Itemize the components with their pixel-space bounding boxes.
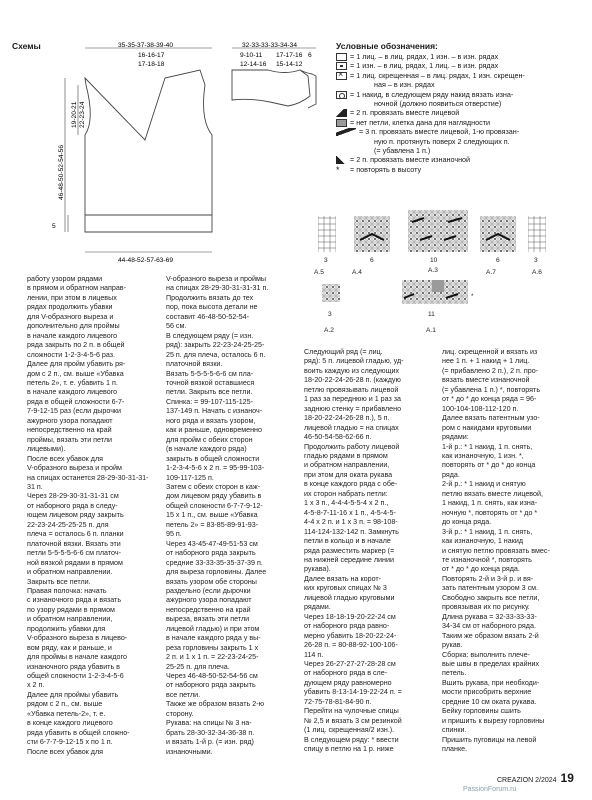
dim-top-left-sub1: 16-16-17 (138, 52, 165, 59)
text-line: от наборного ряда закрыть (166, 681, 256, 690)
text-line: рядами. (304, 603, 331, 612)
text-line: ряда разместить маркер (= (304, 546, 395, 555)
text-line: ряда закрыть по 2 п. в общей (27, 341, 125, 350)
text-column-4 (442, 348, 582, 754)
text-line: ких круговых спицах № 3 (304, 584, 387, 593)
text-line: (1 лиц. скрещенная/2 изн.). (304, 726, 395, 735)
chart-a2-width: 3 (328, 311, 332, 318)
text-line: вязать вместе изнаночной (442, 376, 530, 385)
text-line: в начале каждого ряда у вы- (166, 634, 261, 643)
text-line: (= прибавлено 2 п.), 2 п. про- (442, 366, 539, 375)
text-line: и пришить к вырезу горловины (442, 716, 545, 725)
text-line: и снятую петлю провязать вмес- (442, 546, 550, 555)
text-line: Также же образом вязать 2-ю (166, 700, 264, 709)
text-line: сложности 1-2-3-4-5-6 раз. (27, 350, 116, 359)
text-line: рукава). (304, 565, 331, 574)
text-line: 46-50-54-58-62-66 п. (304, 433, 372, 442)
text-line: Длина рукава = 32-33-33-33- (442, 612, 537, 621)
text-line: петель 2» = 83-85-89-91-93- (166, 520, 259, 529)
chart-a5 (318, 216, 336, 252)
chart-a4-width: 6 (370, 257, 374, 264)
text-line: ажурного узора попадают (166, 596, 252, 605)
text-line: заднюю стенку = прибавлено (304, 404, 402, 413)
chart-a6 (528, 216, 546, 252)
text-line: Через 46-48-50-52-54-56 см (166, 672, 258, 681)
dim-sleeve-b2: 15-14-12 (276, 61, 303, 68)
text-line: (в начале каждого ряда) (166, 445, 247, 454)
text-line: дополнительно для проймы (27, 322, 120, 331)
dim-bottom: 44-48-52-57-63-69 (118, 257, 173, 264)
text-line: После всех убавок для (27, 454, 103, 463)
text-line: убавить 8-13-14-19-22-24 п. = (304, 688, 402, 697)
legend-item-knit: = 1 лиц. – в лиц. рядах, 1 изн. – в изн. рядах (336, 52, 586, 61)
text-line: на спицах останется 28-29-30-31-31- (27, 473, 149, 482)
text-line: общей сложности 6-7-7-9-12- (166, 501, 263, 510)
text-line: Пришить пуговицы на левой (442, 735, 537, 744)
text-line: для выреза горловины. Далее (166, 568, 267, 577)
text-line: петли. Закрыть все петли. (166, 388, 253, 397)
text-line: в начале каждого лицевого (27, 388, 118, 397)
text-line: Далее для пройм убавить ря- (27, 360, 126, 369)
text-line: ного ряда и вязать узором, (166, 416, 256, 425)
text-line: V-образного выреза и проймы (166, 275, 267, 283)
text-line: Далее вязать на корот- (304, 574, 382, 583)
dim-top-left-sub2: 17-18-18 (138, 61, 165, 68)
text-line: рукав. (442, 641, 463, 650)
text-line: V-образного выреза и пройм (27, 464, 122, 473)
text-line: лицевой гладью = на спицах (304, 423, 399, 432)
text-line: непосредственно на край (27, 426, 112, 435)
chart-a3 (408, 210, 468, 252)
text-line: 4-5-8-7-11-16 х 1 п., 4-5-4-5- (304, 508, 396, 517)
text-line: 15 х 1 п., см. выше «Убавка (166, 511, 258, 520)
text-line: и вязать 1-й р. (= изн. ряд) (166, 738, 254, 747)
text-line: проймы, вязать эти петли (27, 435, 113, 444)
text-line: в начале каждого лицевого (27, 331, 118, 340)
text-line: платочной вязки. Вязать эти (27, 539, 121, 548)
text-line: ряда в общей сложности 6-7- (27, 397, 125, 406)
text-line: от наборного ряда закрыть (166, 549, 256, 558)
text-line: Через 28-29-30-31-31-31 см (27, 492, 119, 501)
text-line: После всех убавок для (27, 747, 103, 756)
text-column-1 (27, 275, 161, 757)
legend (336, 52, 586, 174)
text-line: лиц. скрещенной и вязать из (442, 348, 538, 356)
text-line: петель. (442, 669, 467, 678)
text-line: петли 5-5-5-5-6-6 см платоч- (27, 549, 121, 558)
text-line: 4-4 х 2 п. и 1 х 3 п. = 98-108- (304, 518, 398, 527)
text-line: Следующий ряд (= лиц. (304, 348, 383, 356)
chart-a6-label: A.6 (532, 269, 542, 276)
text-line: провязывая их по рисунку. (442, 603, 530, 612)
legend-item-k3tog-cont2: (= убавлена 1 п.) (374, 146, 431, 156)
text-line: Свободно закрыть все петли, (442, 593, 540, 602)
legend-item-twisted: × = 1 лиц. скрещенная – в лиц. рядах, 1 изн. скрещен- (336, 71, 586, 80)
text-line: петли в кольцо и в начале (304, 537, 391, 546)
text-line: 95 п. (166, 530, 182, 539)
text-line: ряда. (442, 470, 460, 479)
text-line: в конце каждого лицевого (27, 719, 113, 728)
dim-sleeve-a1: 9-10-11 (240, 52, 263, 59)
text-line: петлю провязывать лицевой (304, 385, 399, 394)
text-line: от * до * до конца ряда = 96- (442, 395, 537, 404)
chart-a2 (322, 284, 340, 302)
text-line: 25-25 п. для плеча. (166, 662, 230, 671)
dim-armhole2: 22-23-24 (79, 101, 86, 128)
knitting-charts (300, 200, 592, 340)
legend-item-k3tog-cont1: ную п. протянуть поверх 2 следующих п. (374, 136, 510, 146)
text-line: ром с накидами круговыми (442, 423, 532, 432)
text-line: закрыть в общей сложности (166, 454, 260, 463)
text-line: 114 п. (304, 650, 324, 659)
text-line: с изнаночного ряда и вязать (27, 596, 122, 605)
text-line: 1-й р.: * 1 накид, 1 п. снять, (442, 442, 533, 451)
dim-top-right: 32-33-33-33-34-34 (242, 42, 297, 49)
text-line: гладью рядами в прямом (304, 451, 388, 460)
text-line: мости присобрить верхние (442, 688, 532, 697)
k3tog-symbol-icon (336, 128, 356, 136)
twisted-symbol-icon (336, 72, 347, 80)
star-icon: * (336, 166, 347, 174)
chart-a4-label: A.4 (352, 269, 362, 276)
text-line: для V-образного выреза и (27, 312, 114, 321)
text-line: изнаночными. (166, 747, 213, 756)
text-line: Вязать 5-5-5-5-6-6 см пла- (166, 369, 254, 378)
text-line: спинки. (442, 726, 467, 735)
text-line: 7-9-12-15 раз (если дырочки (27, 407, 122, 416)
text-line: до конца ряда. (442, 518, 492, 527)
text-line: дующем ряду равномерно (304, 678, 392, 687)
text-line: и обратном направлении. (27, 568, 113, 577)
text-line: Продолжить вязать до тех (166, 293, 254, 302)
dim-top-left: 35-35-37-38-39-40 (118, 42, 173, 49)
text-line: воить каждую из следующих (304, 366, 400, 375)
text-line: 1-2-3-4-5-6 х 2 п. = 95-99-103- (166, 464, 265, 473)
text-line: 56 см. (166, 322, 187, 331)
text-line: петлю вязать вместе лицевой, (442, 489, 543, 498)
text-line: (= убавлена 1 п.) *, повторять (442, 385, 541, 394)
text-line: вязать узором обе стороны (166, 577, 257, 586)
text-line: для проймы в начале каждого (27, 653, 127, 662)
text-line: работу узором рядами (27, 275, 103, 283)
text-line: В следующем ряду: * ввести (304, 735, 399, 744)
text-line: нее 1 п. + 1 накид + 1 лиц. (442, 357, 530, 366)
text-line: 1 х 3 п., 4-4-4-5-5-4 х 2 п., (304, 499, 389, 508)
chart-a3-width: 10 (430, 257, 438, 264)
text-line: Спинка: = 99-107-115-125- (166, 397, 253, 406)
text-line: сторону. (166, 709, 194, 718)
magazine-name: CREAZION 2/2024 (497, 777, 557, 784)
chart-a6-width: 3 (534, 257, 538, 264)
text-line: 3-й р.: * 1 накид, 1 п. снять, (442, 527, 533, 536)
text-line: средние 10 см оката рукава. (442, 697, 537, 706)
text-line: их сторон набрать петли: (304, 489, 388, 498)
text-line: 100-104-108-112-120 п. (442, 404, 519, 413)
garment-schematic (0, 0, 336, 300)
text-line: V-образного выреза в лицево- (27, 634, 128, 643)
watermark: PassionForum.ru (463, 786, 517, 793)
chart-a5-label: A.5 (314, 269, 324, 276)
text-line: х 2 п. (27, 681, 45, 690)
text-line: спицу в петлю на 1 р. ниже (304, 745, 394, 754)
chart-a7-width: 6 (496, 257, 500, 264)
legend-title: Условные обозначения: (336, 41, 438, 51)
text-line: 22-23-24-25-25-25 п. для (27, 520, 109, 529)
text-line: и обратном направлении, (304, 461, 390, 470)
text-line: ной вязкой рядами в прямом (27, 558, 123, 567)
text-column-3 (304, 348, 438, 754)
text-line: от наборного ряда равно- (304, 622, 390, 631)
text-line: точной вязкой оставшиеся (166, 378, 255, 387)
legend-item-purl: = 1 изн. – в лиц. рядах, 1 лиц. – в изн. рядах (336, 61, 586, 70)
text-line: 18-20-22-24-26-28 п.), 5 п. (304, 414, 390, 423)
text-line: Через 18-18-19-20-22-24 см (304, 612, 396, 621)
text-line: пор, пока высота детали не (166, 303, 258, 312)
text-line: Далее для проймы убавить (27, 690, 119, 699)
dim-rib: 5 (52, 223, 56, 230)
text-line: планке. (442, 745, 468, 754)
chart-a3-label: A.3 (428, 267, 438, 274)
text-line: вом ряду, как и раньше, и (27, 643, 112, 652)
text-line: те изнаночной *, повторять (442, 555, 532, 564)
text-line: в конце каждого ряда с обе- (304, 480, 398, 489)
text-line: 31 п. (27, 482, 43, 491)
dim-sleeve-c: 6 (308, 52, 312, 59)
schematic-title: Схемы (12, 41, 41, 51)
text-line: 109-117-125 п. (166, 473, 214, 482)
text-line: 25 п. для плеча, осталось 6 п. (166, 350, 266, 359)
text-line: платочной вязки. (166, 360, 223, 369)
text-line: Правая полочка: начать (27, 586, 107, 595)
text-line: Сборка: выполнить плече- (442, 650, 530, 659)
chart-a1-label: A.1 (426, 327, 436, 334)
dim-sleeve-b1: 17-17-16 (276, 52, 303, 59)
legend-item-k3tog: = 3 п. провязать вместе лицевой, 1-ю провязан- (336, 127, 586, 136)
text-line: Повторять 2-й и 3-й р. и вя- (442, 574, 534, 583)
text-line: рядом с 2 п., см. выше (27, 700, 103, 709)
text-line: зать патентным узором 3 см. (442, 584, 539, 593)
text-line: дом с 2 п., см. выше «Убавка (27, 369, 124, 378)
chart-a2-label: A.2 (324, 327, 334, 334)
text-line: ночную *, повторять от * до * (442, 508, 538, 517)
text-line: дом лицевом ряду убавить в (166, 492, 262, 501)
text-line: все петли. (166, 690, 201, 699)
text-line: выреза, вязать эти петли (166, 615, 250, 624)
text-line: В следующем ряду (= изн. (166, 331, 254, 340)
text-line: средние 33-33-35-35-37-39 п. (166, 558, 263, 567)
text-line: лении, при этом в лицевых (27, 293, 117, 302)
legend-item-yarnover-cont: ночной (должно появиться отверстие) (374, 99, 502, 109)
text-line: лицевыми). (27, 445, 66, 454)
p2tog-symbol-icon (336, 156, 347, 164)
text-line: Перейти на чулочные спицы (304, 707, 399, 716)
knit-symbol-icon (336, 53, 347, 61)
text-line: ажурного узора попадают (27, 416, 113, 425)
text-line: по узору рядами в прямом (27, 605, 115, 614)
text-line: как изнаночную, 1 накид (442, 537, 524, 546)
text-line: Через 43-45-47-49-51-53 см (166, 539, 258, 548)
text-line: повторять от * до * до конца (442, 461, 536, 470)
text-line: Таким же образом вязать 2-й (442, 631, 539, 640)
text-line: непосредственно на край (166, 605, 251, 614)
text-line: от наборного ряда в сле- (304, 669, 388, 678)
text-line: Закрыть все петли. (27, 577, 91, 586)
text-line: лицевой гладью круговыми (304, 593, 395, 602)
text-line: 2-й р.: * 1 накид и снятую (442, 480, 526, 489)
text-line: для пройм с обеих сторон (166, 435, 253, 444)
text-line: составит 46-48-50-52-54- (166, 312, 249, 321)
text-line: 137-149 п. Начать с изнаноч- (166, 407, 263, 416)
text-line: на нижней середине линии (304, 555, 394, 564)
text-line: брать 28-30-32-34-36-38 п. (166, 728, 255, 737)
dim-armhole: 19-20-21 (71, 101, 78, 128)
text-line: 1 накид, 1 п. снять, как изна- (442, 499, 538, 508)
dim-left-height: 46-48-50-52-54-56 (58, 145, 65, 200)
text-line: Бейку горловины сшить (442, 707, 521, 716)
text-line: и обратном направлении, (27, 615, 113, 624)
legend-item-yarnover: = 1 накид, в следующем ряду накид вязать изна- (336, 90, 586, 99)
text-line: 26-28 п. = 80-88-92-100-106- (304, 641, 398, 650)
text-line: ющем лицевом ряду закрыть (27, 511, 124, 520)
text-line: изнаночного ряда убавить в (27, 662, 120, 671)
text-line: раздельно (если дырочки (166, 586, 251, 595)
text-line: Далее вязать патентным узо- (442, 414, 540, 423)
text-line: продолжить убавки для (27, 624, 106, 633)
page-number: 19 (560, 771, 574, 785)
yarnover-symbol-icon (336, 91, 347, 99)
chart-a1-width: 11 (428, 311, 435, 318)
page-footer (497, 771, 574, 785)
text-line: Вшить рукава, при необходи- (442, 678, 540, 687)
text-line: Рукава: на спицы № 3 на- (166, 719, 252, 728)
text-line: петель 2», т. е. убавить 1 п. (27, 378, 118, 387)
text-line: в прямом и обратном направ- (27, 284, 126, 293)
legend-item-k2tog: = 2 п. провязать вместе лицевой (336, 108, 586, 117)
legend-item-twisted-cont: ная – в изн. рядах (374, 80, 435, 90)
legend-item-nostitch: = нет петли, клетка дана для наглядности (336, 118, 586, 127)
dim-sleeve-a2: 12-14-16 (240, 61, 267, 68)
text-line: ряд): 5 п. лицевой гладью, уд- (304, 357, 404, 366)
no-stitch-symbol-icon (336, 119, 347, 127)
text-line: общей сложности 1-2-3-4-5-6 (27, 672, 124, 681)
text-line: как и раньше, одновременно (166, 426, 262, 435)
chart-a7-label: A.7 (486, 269, 496, 276)
text-line: ряд): закрыть 22-23-24-25-25- (166, 341, 265, 350)
text-line: Через 26-27-27-27-28-28 см (304, 659, 396, 668)
text-line: 18-20-22-24-26-28 п. (каждую (304, 376, 401, 385)
legend-item-p2tog: = 2 п. провязать вместе изнаночной (336, 155, 586, 164)
text-column-2 (166, 275, 300, 757)
text-line: рядами: (442, 433, 469, 442)
k2tog-symbol-icon (336, 109, 347, 117)
text-line: сти 6-7-7-9-12-15 х по 1 п. (27, 738, 113, 747)
text-line: Продолжить работу лицевой (304, 442, 400, 451)
text-line: ряда убавить в общей сложно- (27, 728, 130, 737)
text-line: от * до * до конца ряда. (442, 565, 520, 574)
text-line: 114-124-132-142 п. Замкнуть (304, 527, 399, 536)
text-line: плеча = осталось 6 п. планки (27, 530, 124, 539)
chart-a5-width: 3 (324, 257, 328, 264)
text-line: вые швы в пределах крайних (442, 659, 540, 668)
text-line: от наборного ряда в следу- (27, 501, 118, 510)
text-line: 72-75-78-81-84-90 п. (304, 697, 372, 706)
text-line: 2 п. и 1 х 1 п. = 22-23-24-25- (166, 653, 259, 662)
text-line: рядах продолжить убавки (27, 303, 113, 312)
text-line: мерно убавить 18-20-22-24- (304, 631, 397, 640)
text-line: 34-34 см от наборного ряда. (442, 622, 536, 631)
text-line: Затем с обеих сторон в каж- (166, 482, 261, 491)
text-line: реза горловины закрыть 1 х (166, 643, 259, 652)
legend-item-repeat: * = повторять в высоту (336, 164, 422, 175)
text-line: на спицах 28-29-30-31-31-31 п. (166, 284, 269, 293)
text-line: № 2,5 и вязать 3 см резинкой (304, 716, 402, 725)
text-line: как изнаночную, 1 изн. *, (442, 451, 524, 460)
text-line: «Убавка петель-2», т. е. (27, 709, 106, 718)
chart-a1-repeat-mark: * (471, 293, 474, 300)
text-line: 1 раз за переднюю и 1 раз за (304, 395, 402, 404)
text-line: лицевой гладью) и при этом (166, 624, 260, 633)
text-line: при этом для оката рукава (304, 470, 393, 479)
